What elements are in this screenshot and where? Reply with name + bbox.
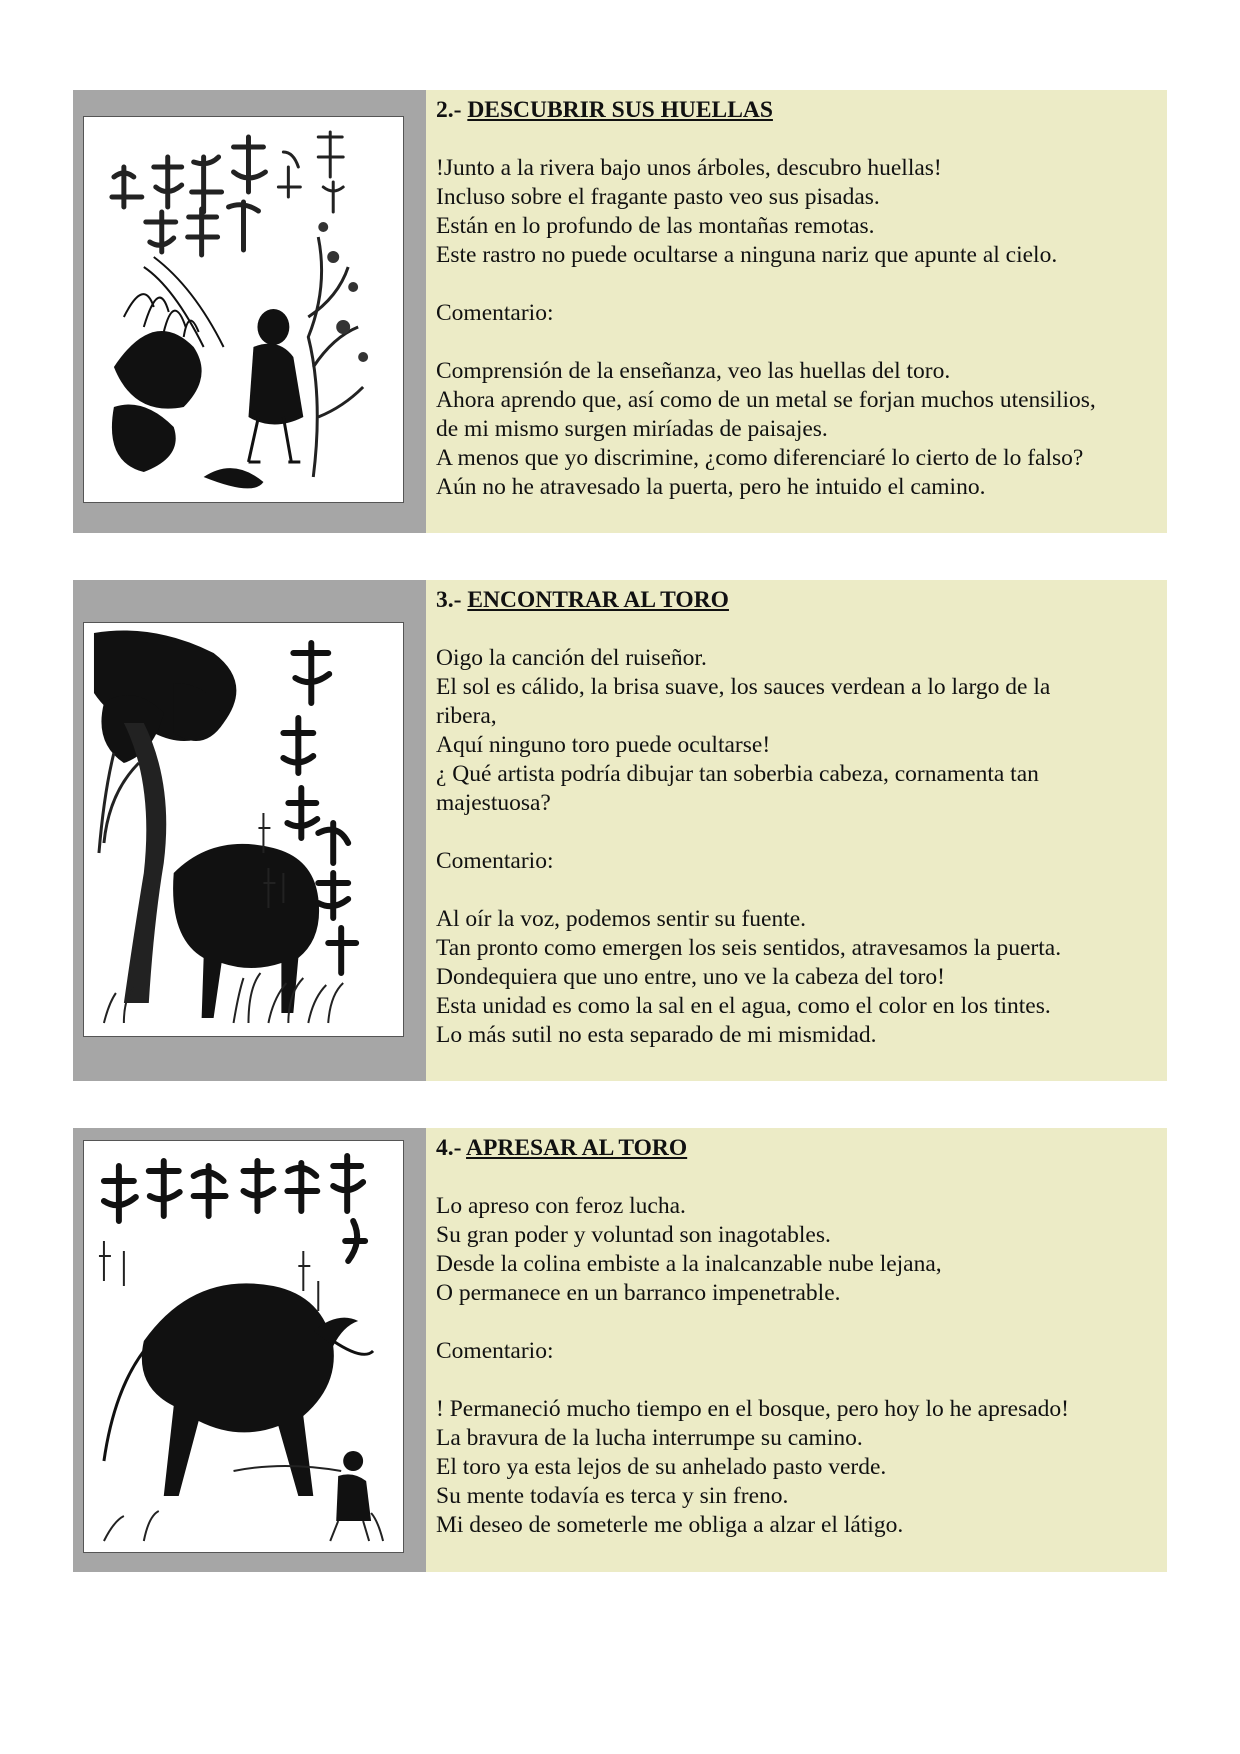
poem-line: ribera,	[436, 703, 497, 729]
section-4	[73, 1128, 1167, 1572]
section-title: DESCUBRIR SUS HUELLAS	[467, 97, 773, 123]
section-number: 2.-	[436, 97, 468, 123]
poem-line: Están en lo profundo de las montañas remotas.	[436, 213, 875, 239]
poem-line: majestuosa?	[436, 790, 551, 816]
comment-line: Aún no he atravesado la puerta, pero he intuido el camino.	[436, 474, 986, 500]
poem	[436, 1192, 1157, 1308]
poem-line: Este rastro no puede ocultarse a ninguna nariz que apunte al cielo.	[436, 242, 1058, 268]
comment-line: ! Permaneció mucho tiempo en el bosque, pero hoy lo he apresado!	[436, 1396, 1069, 1422]
comment-line: La bravura de la lucha interrumpe su camino.	[436, 1425, 863, 1451]
poem-line: Oigo la canción del ruiseñor.	[436, 645, 707, 671]
image-panel	[73, 90, 426, 533]
section-heading	[436, 586, 1157, 615]
ink-painting-catching-bull-icon	[83, 1140, 404, 1553]
comment-line: Al oír la voz, podemos sentir su fuente.	[436, 906, 807, 932]
comment-line: Comprensión de la enseñanza, veo las huellas del toro.	[436, 358, 951, 384]
poem-line: O permanece en un barranco impenetrable.	[436, 1280, 841, 1306]
comment	[436, 1395, 1157, 1540]
section-heading	[436, 1134, 1157, 1163]
comment-label: Comentario:	[436, 300, 554, 326]
poem-line: Su gran poder y voluntad son inagotables.	[436, 1222, 831, 1248]
section-title: ENCONTRAR AL TORO	[467, 587, 729, 613]
section-number: 4.-	[436, 1135, 467, 1161]
poem-line: Lo apreso con feroz lucha.	[436, 1193, 686, 1219]
comment-line: Mi deseo de someterle me obliga a alzar el látigo.	[436, 1512, 904, 1538]
comment-label: Comentario:	[436, 1338, 554, 1364]
comment-line: Lo más sutil no esta separado de mi mismidad.	[436, 1022, 877, 1048]
poem-line: Desde la colina embiste a la inalcanzable nube lejana,	[436, 1251, 942, 1277]
comment-line: de mi mismo surgen miríadas de paisajes.	[436, 416, 828, 442]
comment-line: Dondequiera que uno entre, uno ve la cabeza del toro!	[436, 964, 945, 990]
comment-line: El toro ya esta lejos de su anhelado pasto verde.	[436, 1454, 887, 1480]
text-panel	[426, 580, 1167, 1081]
ink-painting-bull-under-tree-icon	[83, 622, 404, 1037]
section-heading	[436, 96, 1157, 125]
poem-line: El sol es cálido, la brisa suave, los sauces verdean a lo largo de la	[436, 674, 1051, 700]
comment	[436, 905, 1157, 1050]
section-2	[73, 90, 1167, 533]
poem-line: !Junto a la rivera bajo unos árboles, descubro huellas!	[436, 155, 942, 181]
image-panel	[73, 1128, 426, 1572]
comment-line: A menos que yo discrimine, ¿como diferenciaré lo cierto de lo falso?	[436, 445, 1084, 471]
image-panel	[73, 580, 426, 1081]
poem-line: Aquí ninguno toro puede ocultarse!	[436, 732, 771, 758]
section-number: 3.-	[436, 587, 468, 613]
section-title: APRESAR AL TORO	[466, 1135, 688, 1161]
text-panel	[426, 1128, 1167, 1572]
comment-line: Su mente todavía es terca y sin freno.	[436, 1483, 789, 1509]
ink-painting-seeker-with-footprints-icon	[83, 116, 404, 503]
poem	[436, 154, 1157, 270]
poem-line: Incluso sobre el fragante pasto veo sus pisadas.	[436, 184, 880, 210]
poem	[436, 644, 1157, 818]
comment-line: Ahora aprendo que, así como de un metal se forjan muchos utensilios,	[436, 387, 1096, 413]
comment	[436, 357, 1157, 502]
text-panel	[426, 90, 1167, 533]
comment-line: Tan pronto como emergen los seis sentidos, atravesamos la puerta.	[436, 935, 1062, 961]
comment-line: Esta unidad es como la sal en el agua, como el color en los tintes.	[436, 993, 1051, 1019]
comment-label: Comentario:	[436, 848, 554, 874]
section-3	[73, 580, 1167, 1081]
poem-line: ¿ Qué artista podría dibujar tan soberbia cabeza, cornamenta tan	[436, 761, 1039, 787]
